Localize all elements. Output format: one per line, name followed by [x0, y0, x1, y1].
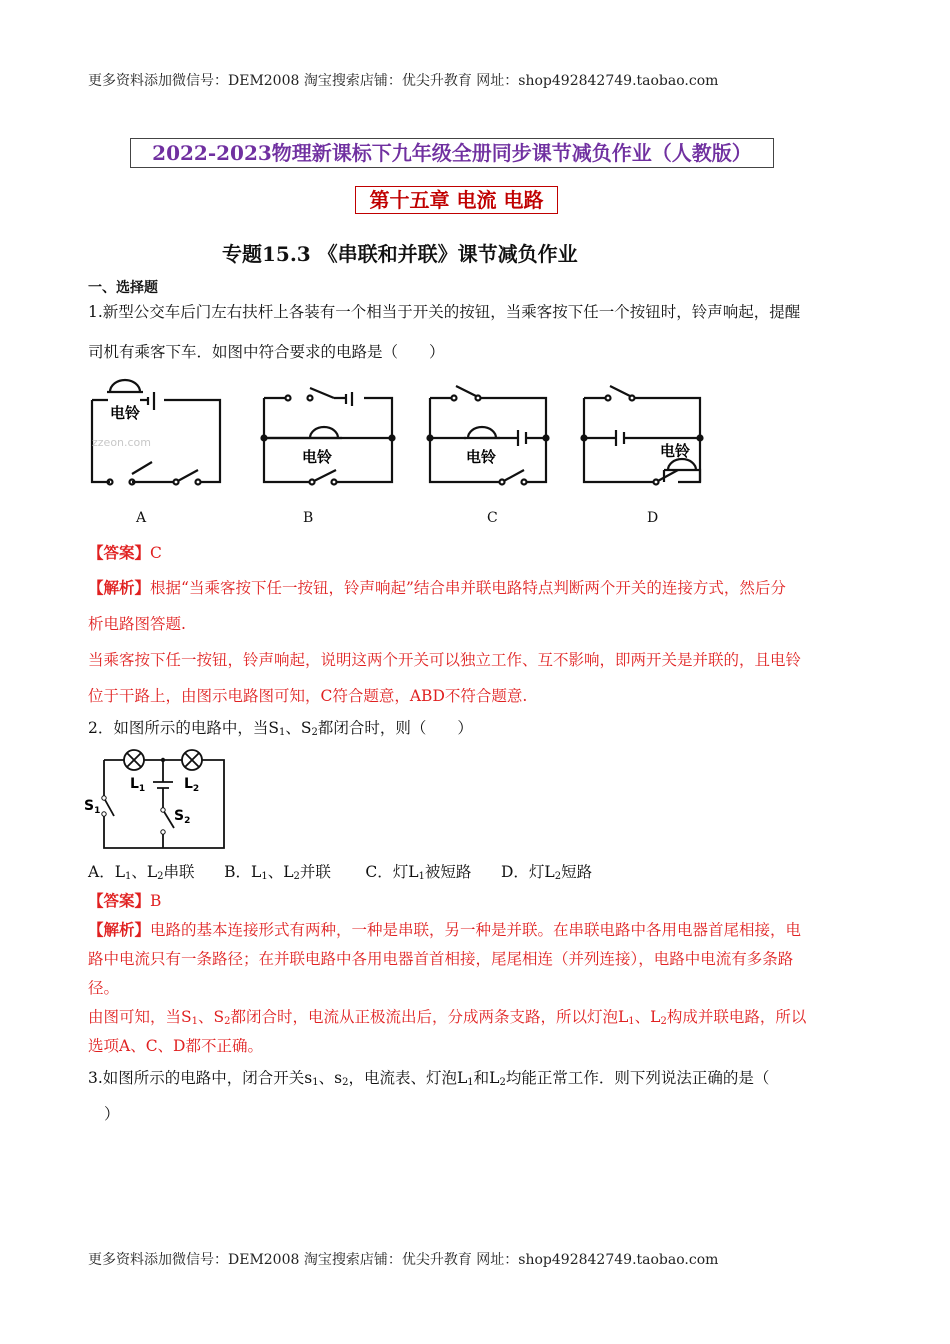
q1-analysis-line3: 当乘客按下任一按钮，铃声响起，说明这两个开关可以独立工作、互不影响，即两开关是并联的，且电铃 [88, 651, 802, 669]
q1-option-a-label: A [136, 510, 147, 526]
topic-title: 专题15.3 《串联和并联》课节减负作业 [222, 242, 578, 266]
q2-stem: 2．如图所示的电路中，当$S_1$、$S_2$都闭合时，则（ ） [88, 719, 473, 738]
q2-option-d: D．灯$L_2$短路 [500, 863, 593, 882]
q2-answer: 【答案】B [88, 891, 162, 910]
header-note: 更多资料添加微信号：DEM2008 淘宝搜索店铺：优尖升教育 网址：shop492842749.taobao.com [88, 73, 719, 89]
footer-note: 更多资料添加微信号：DEM2008 淘宝搜索店铺：优尖升教育 网址：shop492842749.taobao.com [88, 1252, 719, 1268]
circuit-d [582, 386, 703, 485]
q2-option-c: C．灯$L_1$被短路 [365, 863, 472, 882]
chapter-title: 第十五章 电流 电路 [355, 186, 558, 214]
q2-analysis-line5: 选项A、C、D都不正确。 [88, 1037, 263, 1055]
q2-analysis-line4: 由图可知，当$S_1$、$S_2$都闭合时，电流从正极流出后，分成两条支路，所以灯泡$L_1$、$L_2$构成并联电路，所以 [88, 1008, 807, 1027]
q2-option-a: A．$L_1$、$L_2$串联 [88, 863, 195, 882]
q1-analysis-line2: 析电路图答题. [88, 615, 186, 633]
bell-label-c: 电铃 [466, 448, 497, 466]
q1-option-b-label: B [303, 510, 314, 526]
section-heading: 一、选择题 [88, 280, 158, 296]
bell-label-d: 电铃 [660, 442, 691, 460]
svg-text:L1: $L_1$ [130, 776, 146, 794]
q1-stem-line1: 1.新型公交车后门左右扶杆上各装有一个相当于开关的按钮，当乘客按下任一个按钮时，铃声响起，提醒 [88, 303, 801, 321]
main-title: 2022-2023物理新课标下九年级全册同步课节减负作业（人教版） [130, 138, 774, 168]
circuit-c [428, 386, 549, 485]
q1-analysis-line4: 位于干路上，由图示电路图可知，C符合题意，ABD不符合题意. [88, 687, 528, 705]
bell-label-b: 电铃 [302, 448, 333, 466]
q2-analysis-line1: 【解析】电路的基本连接形式有两种，一种是串联，另一种是并联。在串联电路中各用电器首尾相接，电 [88, 920, 802, 939]
q3-stem-line2: ） [104, 1105, 120, 1123]
q2-analysis-line3: 径。 [88, 979, 120, 997]
q3-stem-line1: 3.如图所示的电路中，闭合开关$s_1$、$s_2$，电流表、灯泡$L_1$和$L_2$均能正常工作．则下列说法正确的是（ [88, 1069, 770, 1088]
q1-option-c-label: C [487, 510, 498, 526]
svg-text:L2: $L_2$ [184, 776, 200, 794]
circuit-a [92, 380, 220, 485]
bell-label-a: 电铃 [110, 404, 141, 422]
svg-text:S2: $S_2$ [174, 808, 191, 826]
q1-answer: 【答案】C [88, 543, 162, 562]
q1-option-d-label: D [647, 510, 659, 526]
q1-stem-line2: 司机有乘客下车．如图中符合要求的电路是（ ） [88, 343, 445, 361]
q2-analysis-line2: 路中电流只有一条路径；在并联电路中各用电器首首相接，尾尾相连（并列连接），电路中电流有多条路 [88, 950, 794, 968]
watermark: zzeon.com [92, 436, 152, 449]
q2-option-b: B．$L_1$、$L_2$并联 [224, 863, 331, 882]
circuit-b [262, 388, 395, 485]
q2-circuit-figure [82, 742, 232, 852]
q1-circuit-figures [80, 370, 900, 490]
svg-text:S1: $S_1$ [84, 798, 101, 816]
q1-analysis-line1: 【解析】根据“当乘客按下任一按钮，铃声响起”结合串并联电路特点判断两个开关的连接方式，然后分 [88, 578, 786, 597]
